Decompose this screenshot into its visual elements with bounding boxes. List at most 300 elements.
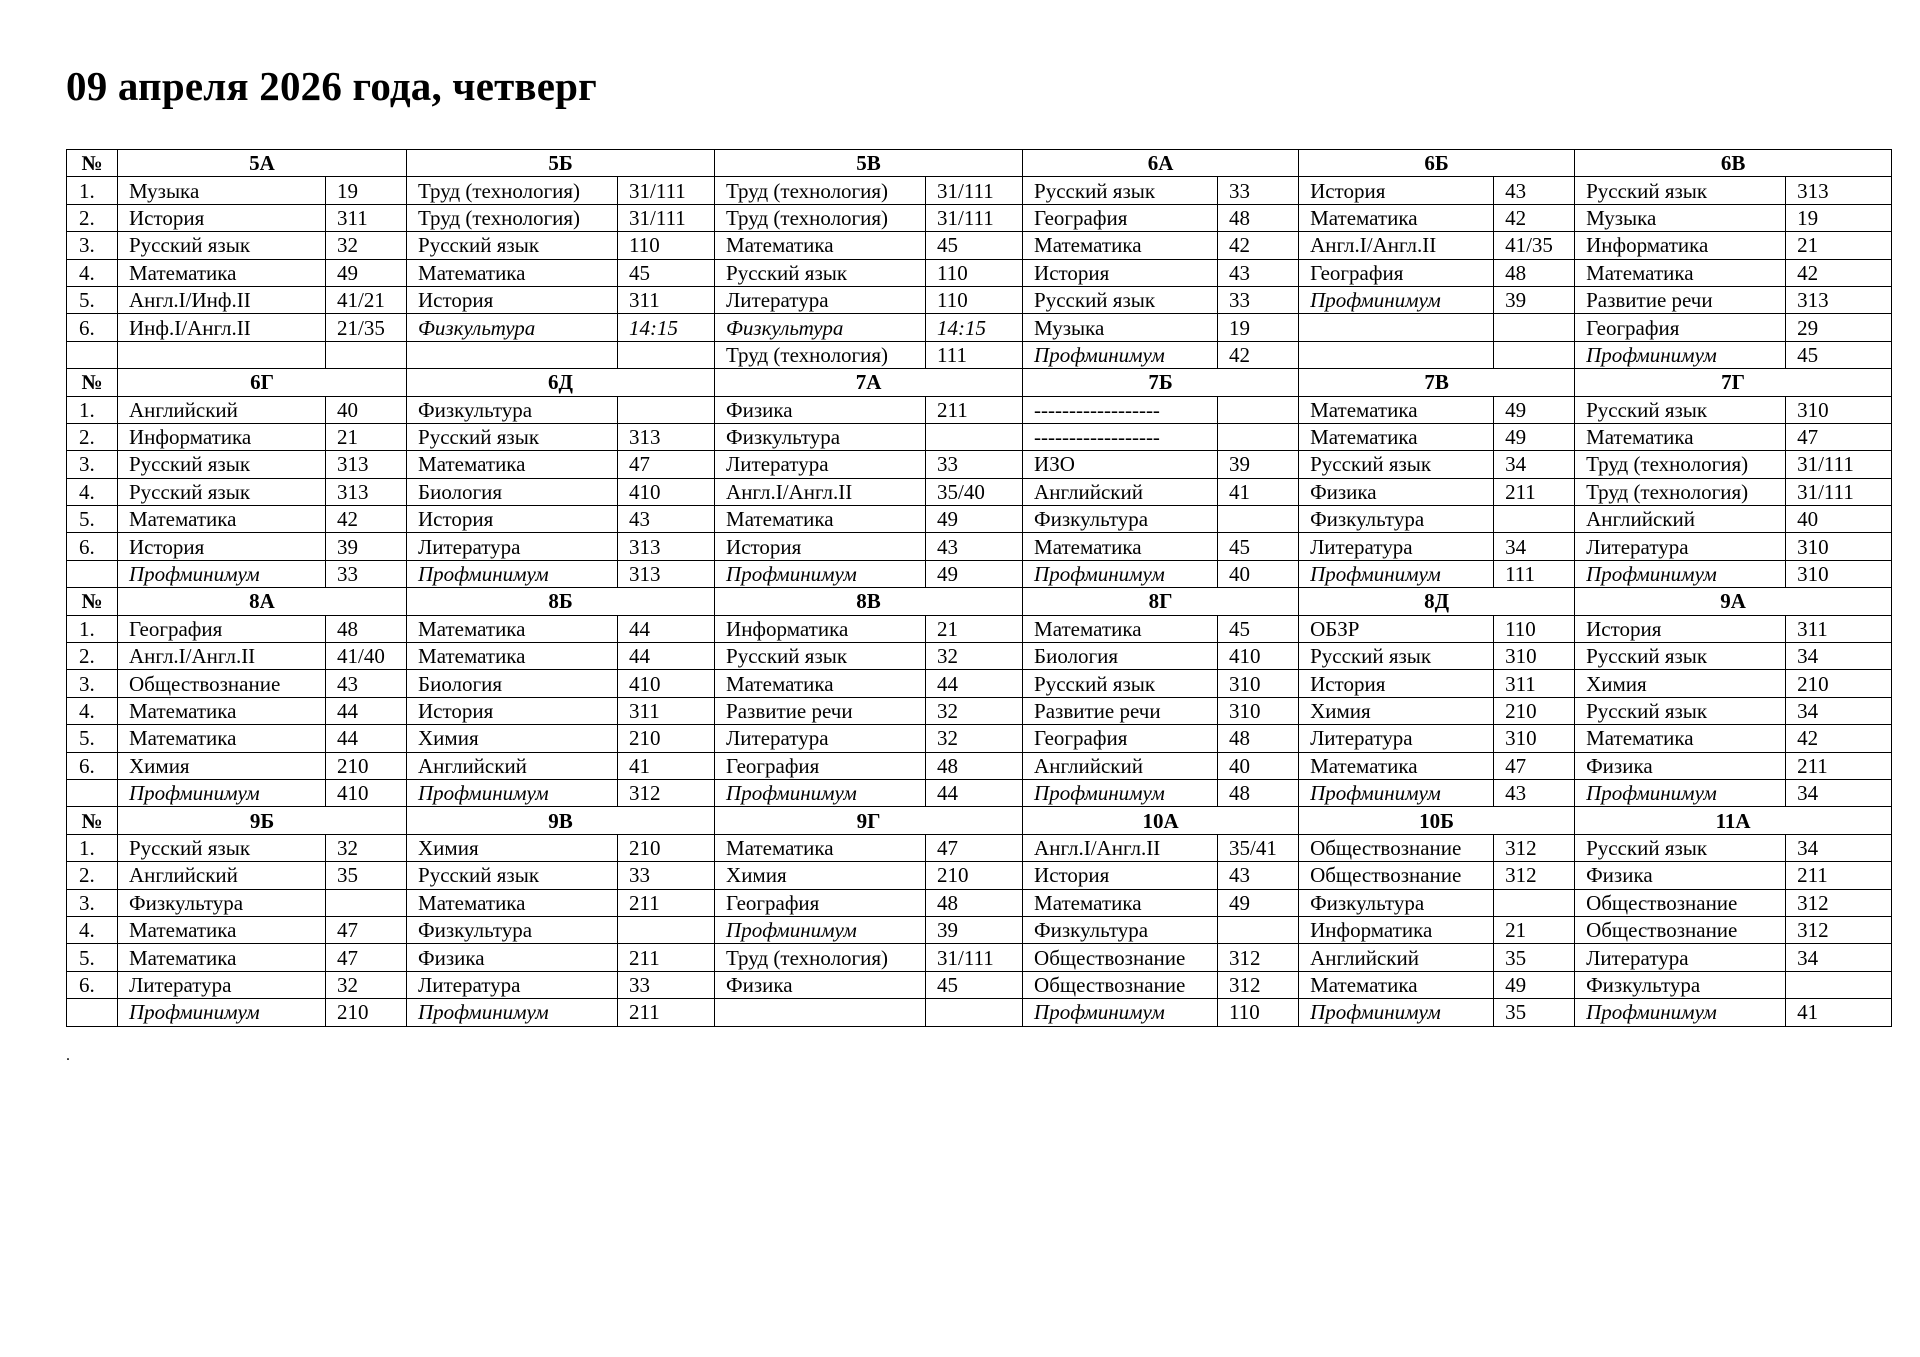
subject-cell: Профминимум	[1023, 999, 1218, 1026]
room-cell: 40	[1218, 752, 1299, 779]
subject-cell: Русский язык	[1299, 451, 1494, 478]
class-name-header: 9А	[1575, 588, 1892, 615]
room-cell: 14:15	[926, 314, 1023, 341]
room-cell: 32	[326, 971, 407, 998]
lesson-number: 2.	[67, 643, 118, 670]
room-cell: 49	[1494, 396, 1575, 423]
subject-cell: Физкультура	[1023, 506, 1218, 533]
room-cell: 313	[618, 533, 715, 560]
subject-cell: Математика	[715, 232, 926, 259]
class-header-row	[67, 369, 1892, 396]
class-name-header: 6А	[1023, 150, 1299, 177]
room-cell: 311	[618, 697, 715, 724]
subject-cell: Математика	[1299, 752, 1494, 779]
room-cell: 41	[1218, 478, 1299, 505]
room-cell: 40	[1786, 506, 1892, 533]
room-cell: 43	[1218, 862, 1299, 889]
subject-cell: Обществознание	[118, 670, 326, 697]
room-cell: 47	[326, 916, 407, 943]
room-cell: 45	[1218, 615, 1299, 642]
subject-cell: География	[1299, 259, 1494, 286]
room-cell: 312	[1494, 862, 1575, 889]
subject-cell: Английский	[1575, 506, 1786, 533]
table-row	[67, 533, 1892, 560]
room-cell: 45	[926, 971, 1023, 998]
lesson-number: 2.	[67, 423, 118, 450]
lesson-number	[67, 779, 118, 806]
subject-cell: Русский язык	[715, 259, 926, 286]
lesson-number: 4.	[67, 259, 118, 286]
class-name-header: 7Г	[1575, 369, 1892, 396]
subject-cell: Труд (технология)	[715, 944, 926, 971]
subject-cell: География	[1023, 204, 1218, 231]
subject-cell: Математика	[407, 889, 618, 916]
subject-cell: География	[1023, 725, 1218, 752]
room-cell: 211	[618, 999, 715, 1026]
subject-cell: Профминимум	[1023, 341, 1218, 368]
room-cell: 410	[618, 670, 715, 697]
room-cell: 410	[1218, 643, 1299, 670]
room-cell: 48	[326, 615, 407, 642]
room-cell: 31/111	[1786, 451, 1892, 478]
subject-cell: Английский	[1023, 478, 1218, 505]
room-cell: 312	[1218, 971, 1299, 998]
subject-cell: Русский язык	[118, 232, 326, 259]
room-cell: 39	[326, 533, 407, 560]
subject-cell: История	[1299, 670, 1494, 697]
subject-cell: Информатика	[1299, 916, 1494, 943]
room-cell	[1494, 889, 1575, 916]
subject-cell: Профминимум	[1299, 560, 1494, 587]
room-cell: 43	[1218, 259, 1299, 286]
room-cell	[1218, 916, 1299, 943]
lesson-number: 5.	[67, 944, 118, 971]
subject-cell: История	[407, 506, 618, 533]
room-cell: 313	[618, 423, 715, 450]
subject-cell: История	[407, 286, 618, 313]
room-cell: 110	[1494, 615, 1575, 642]
room-cell: 34	[1786, 643, 1892, 670]
room-cell: 410	[618, 478, 715, 505]
subject-cell: Литература	[715, 725, 926, 752]
subject-cell: Физкультура	[1299, 506, 1494, 533]
subject-cell: ОБЗР	[1299, 615, 1494, 642]
room-cell: 35	[1494, 944, 1575, 971]
room-cell: 42	[326, 506, 407, 533]
room-cell: 211	[618, 889, 715, 916]
subject-cell: География	[118, 615, 326, 642]
subject-cell: Труд (технология)	[407, 177, 618, 204]
class-name-header: 10Б	[1299, 807, 1575, 834]
subject-cell: Развитие речи	[1575, 286, 1786, 313]
lesson-number	[67, 341, 118, 368]
room-cell: 42	[1218, 232, 1299, 259]
subject-cell: История	[1023, 259, 1218, 286]
class-header-row	[67, 150, 1892, 177]
subject-cell: Англ.I/Инф.II	[118, 286, 326, 313]
room-cell: 34	[1786, 697, 1892, 724]
room-cell: 47	[1494, 752, 1575, 779]
subject-cell: Математика	[118, 944, 326, 971]
class-name-header: 8Б	[407, 588, 715, 615]
table-row	[67, 177, 1892, 204]
room-cell: 49	[1218, 889, 1299, 916]
subject-cell: Математика	[1299, 204, 1494, 231]
subject-cell: Русский язык	[1575, 697, 1786, 724]
subject-cell: Биология	[407, 478, 618, 505]
room-cell: 32	[326, 232, 407, 259]
lesson-number: 4.	[67, 478, 118, 505]
table-row	[67, 725, 1892, 752]
class-name-header: 6Б	[1299, 150, 1575, 177]
class-name-header: 9В	[407, 807, 715, 834]
subject-cell: Химия	[118, 752, 326, 779]
class-name-header: 6Д	[407, 369, 715, 396]
subject-cell: Физкультура	[715, 314, 926, 341]
subject-cell: Русский язык	[118, 478, 326, 505]
room-cell	[1494, 314, 1575, 341]
table-row	[67, 204, 1892, 231]
class-name-header: 6Г	[118, 369, 407, 396]
room-cell: 45	[618, 259, 715, 286]
subject-cell: Профминимум	[1575, 999, 1786, 1026]
table-row	[67, 286, 1892, 313]
subject-cell: Химия	[1575, 670, 1786, 697]
room-cell: 40	[326, 396, 407, 423]
room-cell: 39	[1218, 451, 1299, 478]
subject-cell: ------------------	[1023, 423, 1218, 450]
subject-cell: Профминимум	[715, 779, 926, 806]
room-cell: 45	[1786, 341, 1892, 368]
number-column-header: №	[67, 807, 118, 834]
room-cell: 110	[926, 286, 1023, 313]
subject-cell: Литература	[1575, 944, 1786, 971]
subject-cell: Физика	[1575, 862, 1786, 889]
subject-cell: Обществознание	[1023, 971, 1218, 998]
room-cell	[326, 889, 407, 916]
lesson-number: 1.	[67, 396, 118, 423]
room-cell: 48	[1218, 725, 1299, 752]
room-cell: 31/111	[926, 944, 1023, 971]
room-cell: 44	[326, 725, 407, 752]
footer-mark: .	[66, 1047, 70, 1064]
subject-cell: Обществознание	[1023, 944, 1218, 971]
subject-cell: Литература	[1299, 533, 1494, 560]
subject-cell: Профминимум	[1023, 560, 1218, 587]
lesson-number: 1.	[67, 834, 118, 861]
room-cell: 44	[326, 697, 407, 724]
subject-cell: Физкультура	[715, 423, 926, 450]
subject-cell: Профминимум	[1575, 341, 1786, 368]
room-cell: 48	[1218, 779, 1299, 806]
room-cell: 21/35	[326, 314, 407, 341]
room-cell: 35	[1494, 999, 1575, 1026]
subject-cell: Русский язык	[715, 643, 926, 670]
subject-cell: Профминимум	[1299, 779, 1494, 806]
subject-cell: Литература	[715, 286, 926, 313]
subject-cell: Математика	[1299, 396, 1494, 423]
room-cell: 311	[618, 286, 715, 313]
room-cell: 42	[1786, 259, 1892, 286]
subject-cell: Математика	[407, 615, 618, 642]
subject-cell: Русский язык	[1575, 396, 1786, 423]
room-cell	[1218, 506, 1299, 533]
room-cell: 44	[926, 779, 1023, 806]
room-cell: 31/111	[618, 177, 715, 204]
subject-cell: Математика	[407, 259, 618, 286]
room-cell: 41/40	[326, 643, 407, 670]
room-cell: 43	[1494, 177, 1575, 204]
subject-cell: Математика	[118, 725, 326, 752]
subject-cell: Обществознание	[1299, 862, 1494, 889]
room-cell: 34	[1786, 944, 1892, 971]
class-header-row	[67, 588, 1892, 615]
room-cell: 210	[926, 862, 1023, 889]
subject-cell: Англ.I/Англ.II	[1023, 834, 1218, 861]
table-row	[67, 752, 1892, 779]
subject-cell: Математика	[407, 451, 618, 478]
room-cell: 210	[326, 999, 407, 1026]
room-cell: 42	[1218, 341, 1299, 368]
page-title: 09 апреля 2026 года, четверг	[66, 63, 597, 109]
room-cell: 310	[1786, 396, 1892, 423]
subject-cell: Профминимум	[1575, 779, 1786, 806]
room-cell: 211	[1494, 478, 1575, 505]
table-row	[67, 451, 1892, 478]
lesson-number: 1.	[67, 615, 118, 642]
subject-cell: Математика	[1023, 889, 1218, 916]
subject-cell: История	[1299, 177, 1494, 204]
subject-cell: Литература	[407, 533, 618, 560]
subject-cell: Профминимум	[1023, 779, 1218, 806]
subject-cell: Русский язык	[407, 862, 618, 889]
table-row	[67, 944, 1892, 971]
room-cell: 19	[1218, 314, 1299, 341]
room-cell: 19	[326, 177, 407, 204]
room-cell: 32	[926, 697, 1023, 724]
table-row	[67, 314, 1892, 341]
lesson-number: 3.	[67, 670, 118, 697]
subject-cell: Профминимум	[407, 560, 618, 587]
room-cell: 312	[1786, 916, 1892, 943]
room-cell: 210	[1494, 697, 1575, 724]
room-cell: 313	[1786, 177, 1892, 204]
subject-cell: Химия	[1299, 697, 1494, 724]
subject-cell: Музыка	[118, 177, 326, 204]
subject-cell: Русский язык	[1023, 177, 1218, 204]
room-cell: 41/21	[326, 286, 407, 313]
subject-cell: Профминимум	[1299, 999, 1494, 1026]
subject-cell: Русский язык	[1575, 177, 1786, 204]
subject-cell: Обществознание	[1575, 916, 1786, 943]
room-cell: 210	[326, 752, 407, 779]
subject-cell: Химия	[715, 862, 926, 889]
room-cell	[1218, 396, 1299, 423]
room-cell: 211	[926, 396, 1023, 423]
subject-cell: ИЗО	[1023, 451, 1218, 478]
room-cell	[618, 341, 715, 368]
room-cell: 41/35	[1494, 232, 1575, 259]
class-name-header: 8А	[118, 588, 407, 615]
number-column-header: №	[67, 369, 118, 396]
subject-cell: Математика	[1023, 533, 1218, 560]
room-cell: 33	[326, 560, 407, 587]
subject-cell: Труд (технология)	[715, 204, 926, 231]
subject-cell: Русский язык	[1023, 286, 1218, 313]
subject-cell: Математика	[715, 506, 926, 533]
room-cell: 211	[618, 944, 715, 971]
subject-cell: Математика	[118, 916, 326, 943]
class-name-header: 6В	[1575, 150, 1892, 177]
table-row	[67, 232, 1892, 259]
lesson-number: 6.	[67, 314, 118, 341]
subject-cell: Англ.I/Англ.II	[715, 478, 926, 505]
subject-cell: Математика	[1023, 615, 1218, 642]
room-cell: 210	[618, 725, 715, 752]
lesson-number: 5.	[67, 506, 118, 533]
subject-cell: Математика	[715, 834, 926, 861]
room-cell: 31/111	[926, 177, 1023, 204]
subject-cell: Обществознание	[1575, 889, 1786, 916]
room-cell: 44	[618, 643, 715, 670]
room-cell: 49	[926, 560, 1023, 587]
room-cell: 211	[1786, 862, 1892, 889]
schedule-table	[66, 149, 1892, 1027]
subject-cell: Математика	[1575, 423, 1786, 450]
subject-cell: История	[1575, 615, 1786, 642]
class-name-header: 8Д	[1299, 588, 1575, 615]
room-cell: 310	[1218, 670, 1299, 697]
room-cell: 43	[926, 533, 1023, 560]
class-name-header: 7Б	[1023, 369, 1299, 396]
room-cell: 313	[1786, 286, 1892, 313]
lesson-number: 4.	[67, 697, 118, 724]
room-cell: 48	[1494, 259, 1575, 286]
class-name-header: 5В	[715, 150, 1023, 177]
table-row	[67, 341, 1892, 368]
subject-cell: Профминимум	[118, 560, 326, 587]
subject-cell: Математика	[1575, 725, 1786, 752]
room-cell: 310	[1786, 533, 1892, 560]
room-cell: 44	[618, 615, 715, 642]
room-cell: 33	[1218, 286, 1299, 313]
room-cell: 19	[1786, 204, 1892, 231]
subject-cell: Информатика	[1575, 232, 1786, 259]
room-cell	[1786, 971, 1892, 998]
subject-cell: Литература	[1299, 725, 1494, 752]
subject-cell: Математика	[118, 506, 326, 533]
class-name-header: 7В	[1299, 369, 1575, 396]
subject-cell: Профминимум	[407, 999, 618, 1026]
subject-cell: Русский язык	[407, 232, 618, 259]
subject-cell: Физкультура	[1299, 889, 1494, 916]
room-cell: 48	[1218, 204, 1299, 231]
subject-cell: География	[1575, 314, 1786, 341]
room-cell: 44	[926, 670, 1023, 697]
room-cell: 312	[1494, 834, 1575, 861]
room-cell: 312	[1786, 889, 1892, 916]
class-name-header: 8Г	[1023, 588, 1299, 615]
room-cell: 49	[1494, 971, 1575, 998]
subject-cell: Русский язык	[118, 834, 326, 861]
room-cell: 48	[926, 752, 1023, 779]
table-row	[67, 697, 1892, 724]
room-cell: 48	[926, 889, 1023, 916]
subject-cell: Химия	[407, 834, 618, 861]
class-name-header: 11А	[1575, 807, 1892, 834]
subject-cell: Профминимум	[1575, 560, 1786, 587]
room-cell	[1218, 423, 1299, 450]
table-row	[67, 889, 1892, 916]
room-cell: 47	[326, 944, 407, 971]
subject-cell: Математика	[1299, 423, 1494, 450]
room-cell: 34	[1786, 779, 1892, 806]
subject-cell: Английский	[1299, 944, 1494, 971]
lesson-number: 3.	[67, 451, 118, 478]
room-cell: 110	[1218, 999, 1299, 1026]
room-cell: 311	[1494, 670, 1575, 697]
room-cell: 310	[1218, 697, 1299, 724]
room-cell	[926, 423, 1023, 450]
room-cell: 32	[926, 643, 1023, 670]
room-cell: 312	[618, 779, 715, 806]
room-cell: 33	[1218, 177, 1299, 204]
subject-cell: Развитие речи	[715, 697, 926, 724]
room-cell: 47	[618, 451, 715, 478]
class-name-header: 10А	[1023, 807, 1299, 834]
subject-cell: Англ.I/Англ.II	[118, 643, 326, 670]
subject-cell: Английский	[118, 862, 326, 889]
room-cell: 35/40	[926, 478, 1023, 505]
room-cell: 40	[1218, 560, 1299, 587]
room-cell: 311	[326, 204, 407, 231]
room-cell: 312	[1218, 944, 1299, 971]
room-cell: 42	[1494, 204, 1575, 231]
subject-cell: Профминимум	[118, 779, 326, 806]
room-cell: 310	[1786, 560, 1892, 587]
subject-cell: Математика	[1023, 232, 1218, 259]
room-cell: 310	[1494, 725, 1575, 752]
subject-cell: История	[118, 533, 326, 560]
subject-cell: Физкультура	[1575, 971, 1786, 998]
subject-cell: Биология	[407, 670, 618, 697]
subject-cell: Математика	[407, 643, 618, 670]
room-cell: 42	[1786, 725, 1892, 752]
subject-cell: Информатика	[715, 615, 926, 642]
subject-cell: Труд (технология)	[715, 177, 926, 204]
subject-cell	[715, 999, 926, 1026]
lesson-number: 5.	[67, 286, 118, 313]
room-cell	[926, 999, 1023, 1026]
room-cell: 49	[326, 259, 407, 286]
subject-cell: Математика	[118, 259, 326, 286]
subject-cell: Информатика	[118, 423, 326, 450]
lesson-number: 6.	[67, 752, 118, 779]
subject-cell: Химия	[407, 725, 618, 752]
room-cell: 43	[326, 670, 407, 697]
room-cell: 110	[926, 259, 1023, 286]
subject-cell: Труд (технология)	[1575, 451, 1786, 478]
subject-cell: Физкультура	[1023, 916, 1218, 943]
subject-cell: Русский язык	[118, 451, 326, 478]
table-row	[67, 670, 1892, 697]
room-cell: 111	[1494, 560, 1575, 587]
subject-cell: География	[715, 752, 926, 779]
table-row	[67, 478, 1892, 505]
lesson-number: 2.	[67, 204, 118, 231]
subject-cell: Физкультура	[407, 916, 618, 943]
subject-cell: История	[118, 204, 326, 231]
